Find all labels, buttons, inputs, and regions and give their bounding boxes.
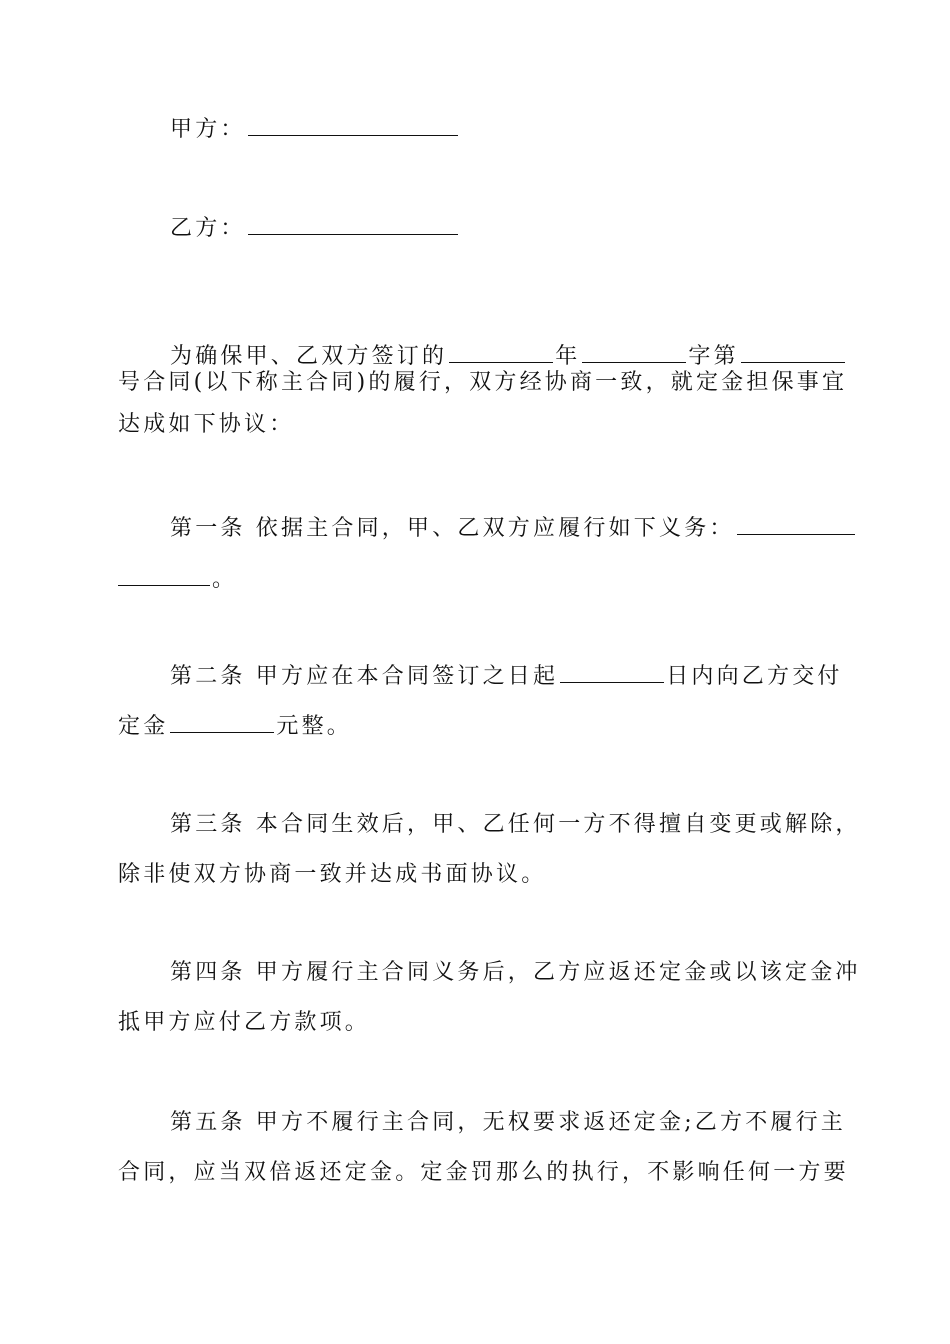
intro-line-3: 达成如下协议： — [118, 412, 295, 437]
article-4-line-1: 第四条 甲方履行主合同义务后，乙方应返还定金或以该定金冲 — [170, 960, 861, 985]
article-4-line-2: 抵甲方应付乙方款项。 — [118, 1010, 371, 1035]
party-a-blank — [248, 113, 458, 136]
article-1-end: 。 — [212, 567, 238, 592]
article-5-line-2: 合同，应当双倍返还定金。定金罚那么的执行，不影响任何一方要 — [118, 1160, 849, 1185]
article-5-line-1: 第五条 甲方不履行主合同，无权要求返还定金;乙方不履行主 — [170, 1110, 847, 1135]
intro-line-2: 号合同(以下称主合同)的履行，双方经协商一致，就定金担保事宜 — [118, 370, 848, 395]
article-2-text-4: 元整。 — [276, 714, 353, 739]
party-b-label: 乙方： — [170, 216, 246, 241]
party-b-blank — [248, 212, 458, 235]
article-2-blank-days — [560, 660, 664, 683]
article-2-text-3: 定金 — [118, 714, 169, 739]
article-3-line-2: 除非使双方协商一致并达成书面协议。 — [118, 862, 547, 887]
intro-blank-1 — [449, 340, 553, 363]
intro-blank-3 — [741, 340, 845, 363]
party-b-line — [170, 212, 884, 244]
intro-text-1: 为确保甲、乙双方签订的 — [170, 344, 448, 369]
party-a-line — [170, 113, 884, 145]
intro-text-2: 年 — [555, 344, 581, 369]
article-3-line-1: 第三条 本合同生效后，甲、乙任何一方不得擅自变更或解除， — [170, 812, 861, 837]
article-2-blank-amount — [170, 710, 274, 733]
article-2-text-2: 日内向乙方交付 — [666, 664, 843, 689]
party-a-label: 甲方： — [170, 117, 246, 142]
article-1-text: 第一条 依据主合同，甲、乙双方应履行如下义务： — [170, 516, 735, 541]
intro-text-3: 字第 — [688, 344, 739, 369]
article-2-line-1 — [170, 660, 884, 692]
article-1-line-1 — [170, 512, 884, 544]
article-1-blank-cont — [118, 563, 210, 586]
article-2-text-1: 第二条 甲方应在本合同签订之日起 — [170, 664, 559, 689]
intro-blank-2 — [582, 340, 686, 363]
article-1-blank — [737, 512, 855, 535]
article-1-line-2 — [118, 563, 832, 595]
article-2-line-2 — [118, 710, 832, 742]
